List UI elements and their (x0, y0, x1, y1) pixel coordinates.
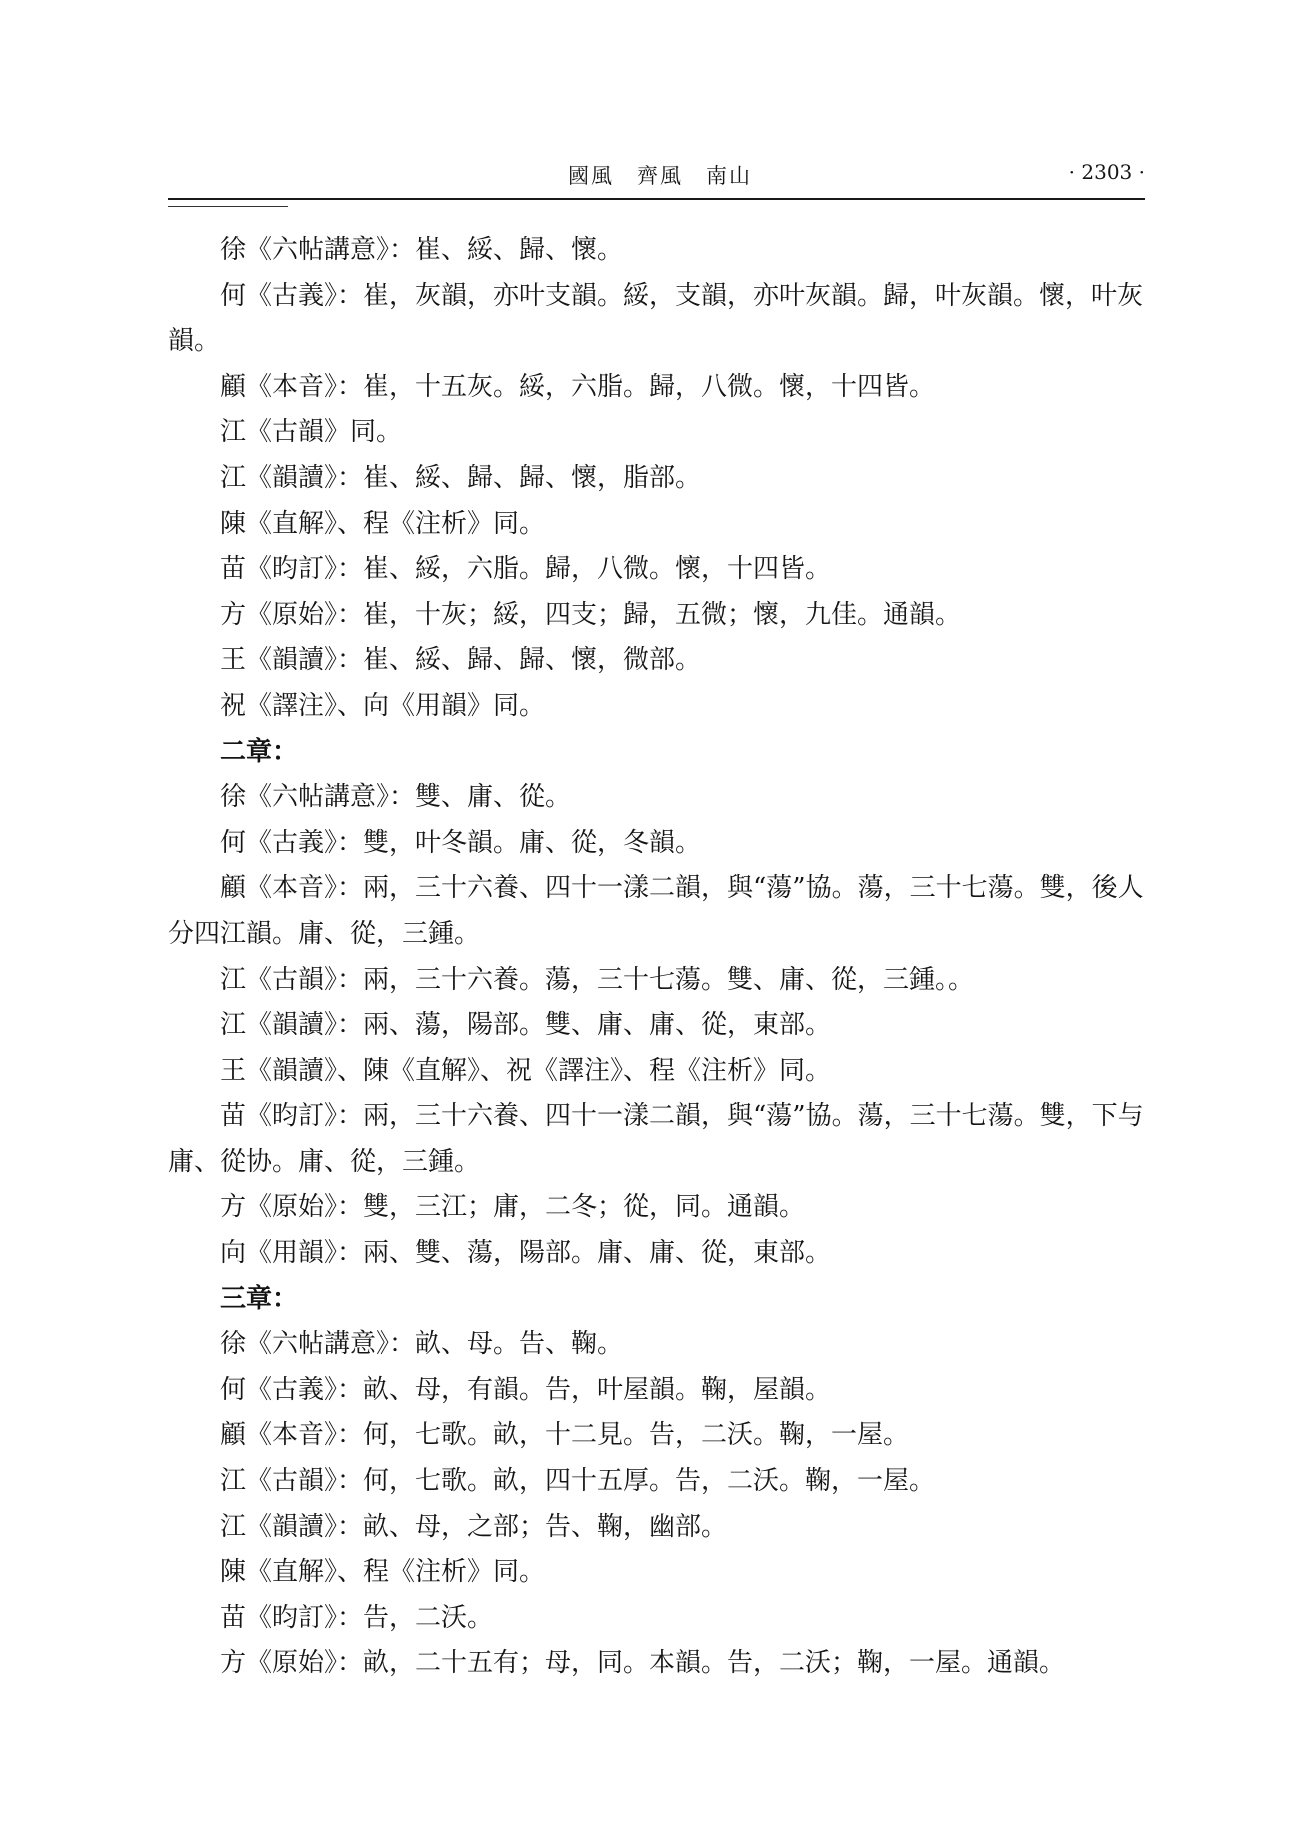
paragraph: 苗《昀訂》：告，二沃。 (220, 1602, 494, 1633)
paragraph: 何《古義》：崔，灰韻，亦叶支韻。綏，支韻，亦叶灰韻。歸，叶灰韻。懷，叶灰韻。 (168, 280, 1144, 357)
paragraph: 江《韻讀》：兩、蕩，陽部。雙、庸、庸、從，東部。 (220, 1010, 832, 1041)
running-title: 國風 齊風 南山 (568, 164, 752, 188)
paragraph: 何《古義》：雙，叶冬韻。庸、從，冬韻。 (220, 827, 702, 858)
paragraph: 江《古韻》：何，七歌。畝，四十五厚。告，二沃。鞠，一屋。 (220, 1466, 936, 1497)
chapter-heading: 二章： (220, 736, 299, 767)
paragraph: 王《韻讀》、陳《直解》、祝《譯注》、程《注析》同。 (220, 1055, 832, 1086)
paragraph: 苗《昀訂》：崔、綏，六脂。歸，八微。懷，十四皆。 (220, 554, 832, 585)
paragraph: 祝《譯注》、向《用韻》同。 (220, 690, 546, 721)
paragraph: 陳《直解》、程《注析》同。 (220, 508, 546, 539)
paragraph: 徐《六帖講意》：畝、母。告、鞠。 (220, 1329, 624, 1360)
paragraph: 徐《六帖講意》：崔、綏、歸、懷。 (220, 235, 624, 265)
paragraph: 顧《本音》：何，七歌。畝，十二見。告，二沃。鞠，一屋。 (220, 1420, 910, 1451)
paragraph: 向《用韻》：兩、雙、蕩，陽部。庸、庸、從，東部。 (220, 1238, 832, 1269)
paragraph: 顧《本音》：崔，十五灰。綏，六脂。歸，八微。懷，十四皆。 (220, 371, 936, 402)
running-header (168, 160, 1145, 190)
paragraph: 方《原始》：雙，三江；庸，二冬；從，同。通韻。 (220, 1192, 806, 1223)
paragraph: 何《古義》：畝、母，有韻。告，叶屋韻。鞠，屋韻。 (220, 1374, 832, 1405)
paragraph: 江《古韻》：兩，三十六養。蕩，三十七蕩。雙、庸、從，三鍾。。 (220, 964, 975, 995)
paragraph: 陳《直解》、程《注析》同。 (220, 1557, 546, 1588)
paragraph: 江《古韻》同。 (220, 417, 403, 448)
paragraph: 方《原始》：崔，十灰；綏，四支；歸，五微；懷，九佳。通韻。 (220, 599, 962, 630)
main-text (168, 228, 1148, 1687)
header-rule (168, 198, 1145, 200)
chapter-heading: 三章： (220, 1283, 299, 1314)
paragraph: 江《韻讀》：崔、綏、歸、歸、懷，脂部。 (220, 462, 702, 493)
paragraph: 王《韻讀》：崔、綏、歸、歸、懷，微部。 (220, 645, 702, 676)
page-number: · 2303 · (1068, 160, 1145, 184)
paragraph: 苗《昀訂》：兩，三十六養、四十一漾二韻，與“蕩”協。蕩，三十七蕩。雙，下与庸、從协。庸、從，三鍾。 (168, 1101, 1144, 1177)
paragraph: 徐《六帖講意》：雙、庸、從。 (220, 782, 572, 813)
paragraph: 江《韻讀》：畝、母，之部；告、鞠，幽部。 (220, 1511, 728, 1542)
paragraph: 顧《本音》：兩，三十六養、四十一漾二韻，與“蕩”協。蕩，三十七蕩。雙，後人分四江韻。庸、從，三鍾。 (168, 873, 1144, 949)
paragraph: 方《原始》：畝，二十五有；母，同。本韻。告，二沃；鞠，一屋。通韻。 (220, 1648, 1066, 1679)
